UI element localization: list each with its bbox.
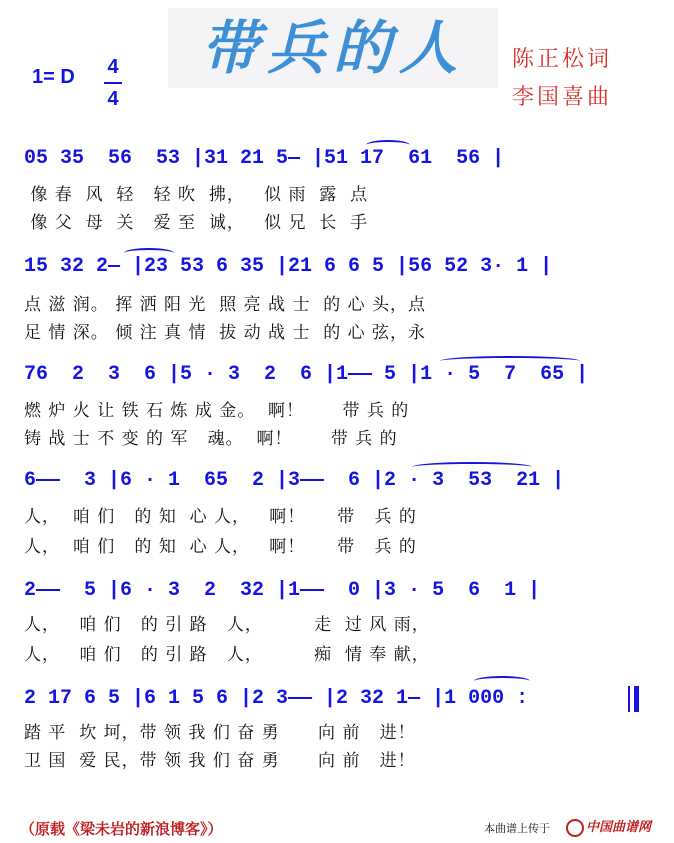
- notation-line-3: 76 2 3 6 |5 · 3 2 6 |1—— 5 |1 · 5 7 65 |: [24, 363, 589, 386]
- notation-line-2: 15 32 2— |23 53 6 35 |21 6 6 5 |56 52 3· 1 |: [24, 255, 553, 278]
- lyric-line-1b: 像 父 母 关 爱 至 诚， 似 兄 长 手: [24, 213, 369, 233]
- lyric-line-6b: 卫 国 爱 民，带 领 我 们 奋 勇 向 前 进！: [24, 751, 416, 771]
- final-barline-thick: [634, 686, 639, 712]
- lyric-line-6a: 踏 平 坎 坷，带 领 我 们 奋 勇 向 前 进！: [24, 723, 416, 743]
- lyric-line-2a: 点 滋 润。 挥 洒 阳 光 照 亮 战 士 的 心 头，点: [24, 295, 427, 315]
- upload-note: 本曲谱上传于: [484, 822, 550, 835]
- site-logo-icon: [566, 819, 584, 837]
- slur: [474, 676, 530, 686]
- key-signature: 1= D: [32, 66, 75, 88]
- notation-line-6: 2 17 6 5 |6 1 5 6 |2 3—— |2 32 1— |1 000 :: [24, 687, 529, 710]
- slur: [440, 356, 580, 366]
- site-name: 中国曲谱网: [586, 820, 652, 835]
- song-title: 带兵的人: [168, 8, 498, 88]
- slur: [412, 462, 532, 472]
- lyric-line-5b: 人， 咱 们 的 引 路 人， 痴 情 奉 献，: [24, 645, 430, 665]
- composer-credit: 李国喜曲: [512, 85, 613, 110]
- lyric-line-4b: 人， 咱 们 的 知 心 人， 啊！ 带 兵 的: [24, 537, 417, 557]
- time-signature-bar: [104, 82, 122, 84]
- notation-line-1: 05 35 56 53 |31 21 5— |51 17 61 56 |: [24, 147, 505, 170]
- slur: [366, 140, 410, 150]
- final-barline-thin: [628, 686, 630, 712]
- lyricist-credit: 陈正松词: [512, 47, 613, 72]
- site-logo[interactable]: [566, 816, 651, 837]
- lyric-line-4a: 人， 咱 们 的 知 心 人， 啊！ 带 兵 的: [24, 507, 417, 527]
- time-signature: [102, 54, 124, 112]
- time-signature-bottom: 4: [107, 88, 119, 110]
- lyric-line-2b: 足 情 深。 倾 注 真 情 拔 动 战 士 的 心 弦，永: [24, 323, 427, 343]
- notation-line-4: 6—— 3 |6 · 1 65 2 |3—— 6 |2 · 3 53 21 |: [24, 469, 565, 492]
- lyric-line-3b: 铸 战 士 不 变 的 军 魂。 啊！ 带 兵 的: [24, 429, 398, 449]
- lyric-line-1a: 像 春 风 轻 轻 吹 拂， 似 雨 露 点: [24, 185, 369, 205]
- source-note: （原载《梁未岩的新浪博客》）: [20, 820, 223, 838]
- lyric-line-5a: 人， 咱 们 的 引 路 人， 走 过 风 雨，: [24, 615, 430, 635]
- time-signature-top: 4: [107, 56, 119, 78]
- notation-line-5: 2—— 5 |6 · 3 2 32 |1—— 0 |3 · 5 6 1 |: [24, 579, 541, 602]
- slur: [124, 248, 174, 258]
- lyric-line-3a: 燃 炉 火 让 铁 石 炼 成 金。 啊！ 带 兵 的: [24, 401, 410, 421]
